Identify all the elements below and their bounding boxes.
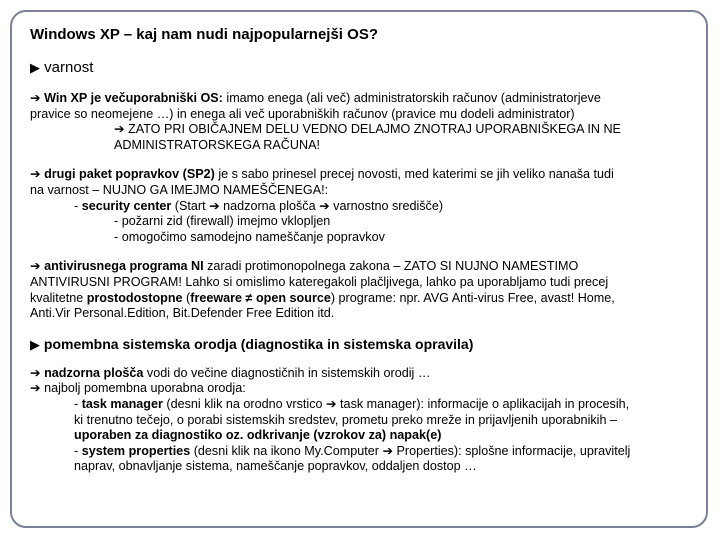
bold-text: task manager xyxy=(81,396,163,411)
paragraph-line xyxy=(30,91,694,107)
paragraph-antivirus xyxy=(30,259,694,321)
bold-text: Win XP je večuporabniški OS: xyxy=(44,91,223,105)
bold-text: antivirusnega programa NI xyxy=(44,259,204,274)
text: Properties): splošne informacije, upravitelj xyxy=(393,443,631,458)
text: varnostno središče) xyxy=(329,198,444,213)
text: vodi do večine diagnostičnih in sistemskih orodij … xyxy=(143,365,431,380)
paragraph-line: naprav, obnavljanje sistema, nameščanje popravkov, oddaljen dostop … xyxy=(74,459,477,474)
page-title: Windows XP – kaj nam nudi najpopularnejši OS? xyxy=(30,26,378,43)
paragraph-line xyxy=(30,122,694,138)
bold-text: system properties xyxy=(81,443,191,458)
slide-content xyxy=(30,26,694,475)
paragraph-line xyxy=(74,444,694,460)
arrow-right-icon: ➔ xyxy=(30,381,41,396)
arrow-right-icon: ➔ xyxy=(114,122,125,137)
text: (desni klik na orodno vrstico xyxy=(162,396,326,411)
paragraph-line xyxy=(30,167,694,183)
text: nadzorna plošča xyxy=(219,198,316,213)
arrow-right-icon: ➔ xyxy=(326,396,337,411)
paragraph-line: ANTIVIRUSNI PROGRAM! Lahko si omislimo kateregakoli plačljivega, lahko pa uporabljamo tudi precej xyxy=(30,274,609,289)
heading-text: varnost xyxy=(44,59,94,76)
text: - xyxy=(74,198,82,213)
text: ZATO PRI OBIČAJNEM DELU VEDNO DELAJMO ZNOTRAJ UPORABNIŠKEGA IN NE xyxy=(128,122,621,137)
heading-text: pomembna sistemska orodja (diagnostika in sistemska opravila) xyxy=(43,335,474,352)
arrow-right-icon: ➔ xyxy=(382,443,394,458)
paragraph-line: ki trenutno tečejo, o porabi sistemskih sredstev, prometu preko mreže in prijavljenih uporabnikih – xyxy=(74,412,617,427)
text: (Start xyxy=(171,198,210,213)
text: imamo enega (ali več) administratorskih računov (administratorjeve xyxy=(222,91,601,105)
text: ) programe: npr. AVG Anti-virus Free, avast! Home, xyxy=(330,290,615,305)
bold-text: security center xyxy=(81,198,172,213)
bold-text: drugi paket popravkov (SP2) xyxy=(44,167,215,182)
section-heading-tools xyxy=(30,335,694,354)
paragraph-sp2 xyxy=(30,167,694,245)
arrow-right-icon: ➔ xyxy=(30,259,41,274)
paragraph-tools xyxy=(30,366,694,475)
list-item-security-center xyxy=(30,199,694,215)
arrow-right-icon: ➔ xyxy=(30,365,41,380)
list-item-useful-tools xyxy=(30,381,694,397)
text: - xyxy=(74,443,82,458)
bold-text: nadzorna plošča xyxy=(44,365,144,380)
arrow-right-icon: ➔ xyxy=(319,198,330,213)
text: je s sabo prinesel precej novosti, med katerimi se jih veliko nanaša tudi xyxy=(214,167,614,182)
paragraph-line: uporaben za diagnostiko oz. odkrivanje (vzrokov za) napak(e) xyxy=(74,428,442,443)
text: task manager): informacije o aplikacijah in procesih, xyxy=(336,396,630,411)
paragraph-line: na varnost – NUJNO GA IMEJMO NAMEŠČENEGA!: xyxy=(30,182,329,197)
text: kvalitetne xyxy=(30,290,87,305)
bold-text: freeware ≠ open source xyxy=(190,290,331,305)
paragraph-line xyxy=(30,259,694,275)
list-item-control-panel xyxy=(30,366,694,382)
bullet-triangle-icon: ▶ xyxy=(30,336,40,352)
paragraph-line: ADMINISTRATORSKEGA RAČUNA! xyxy=(114,137,320,152)
text: ( xyxy=(182,290,191,305)
bullet-triangle-icon: ▶ xyxy=(30,60,40,75)
arrow-right-icon: ➔ xyxy=(209,198,220,213)
slide-frame xyxy=(10,10,708,528)
paragraph-multiuser xyxy=(30,91,694,153)
paragraph-line xyxy=(30,291,694,307)
section-heading-varnost xyxy=(30,59,694,77)
arrow-right-icon: ➔ xyxy=(30,91,41,105)
text: - xyxy=(74,396,82,411)
paragraph-line xyxy=(74,397,694,413)
text: zaradi protimonopolnega zakona – ZATO SI NUJNO NAMESTIMO xyxy=(203,259,579,274)
text: najbolj pomembna uporabna orodja: xyxy=(44,381,246,396)
text: (desni klik na ikono My.Computer xyxy=(190,443,383,458)
arrow-right-icon: ➔ xyxy=(30,167,41,182)
list-item-updates: - omogočimo samodejno nameščanje popravkov xyxy=(114,229,385,244)
bold-text: prostodostopne xyxy=(86,290,183,305)
list-item-system-properties xyxy=(30,444,694,475)
list-item-task-manager xyxy=(30,397,694,444)
paragraph-line: pravice so neomejene …) in enega ali več uporabniških računov (pravice mu dodeli administrator) xyxy=(30,106,575,121)
list-item-firewall: - požarni zid (firewall) imejmo vklopljen xyxy=(114,214,331,229)
paragraph-line: Anti.Vir Personal.Edition, Bit.Defender Free Edition itd. xyxy=(30,306,335,321)
